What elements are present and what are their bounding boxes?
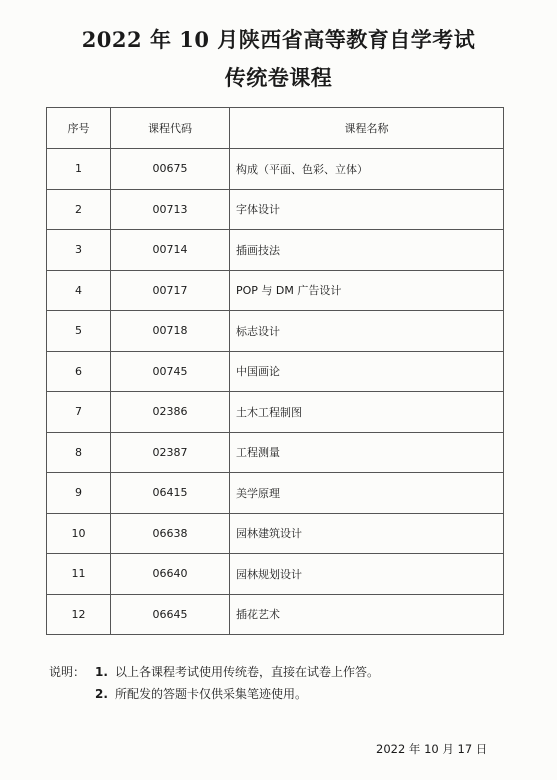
row-course-name: POP 与 DM 广告设计 xyxy=(230,270,504,311)
row-course-code: 06640 xyxy=(111,554,230,595)
header-course-name: 课程名称 xyxy=(230,108,504,149)
row-index: 3 xyxy=(47,230,111,271)
row-course-name: 构成（平面、色彩、立体） xyxy=(230,149,504,190)
row-index: 5 xyxy=(47,311,111,352)
row-course-name: 标志设计 xyxy=(230,311,504,352)
table-row xyxy=(47,594,504,635)
table-row xyxy=(47,351,504,392)
note-number: 1. xyxy=(95,665,108,679)
note-text: 所配发的答题卡仅供采集笔迹使用。 xyxy=(115,687,308,701)
issue-date: 2022 年 10 月 17 日 xyxy=(376,742,488,756)
row-course-code: 02387 xyxy=(111,432,230,473)
row-course-name: 字体设计 xyxy=(230,189,504,230)
note-number: 2. xyxy=(95,687,108,701)
row-course-code: 00745 xyxy=(111,351,230,392)
notes-label: 说明： xyxy=(49,665,86,679)
table-row xyxy=(47,432,504,473)
note-item xyxy=(49,683,379,705)
row-course-code: 00714 xyxy=(111,230,230,271)
header-index: 序号 xyxy=(47,108,111,149)
row-course-name: 插花艺术 xyxy=(230,594,504,635)
row-course-code: 06645 xyxy=(111,594,230,635)
row-index: 12 xyxy=(47,594,111,635)
row-course-code: 06638 xyxy=(111,513,230,554)
note-text: 以上各课程考试使用传统卷，直接在试卷上作答。 xyxy=(115,665,380,679)
row-index: 2 xyxy=(47,189,111,230)
table-row xyxy=(47,230,504,271)
row-index: 1 xyxy=(47,149,111,190)
row-index: 7 xyxy=(47,392,111,433)
note-item xyxy=(49,661,379,683)
page-title: 2022 年 10 月陕西省高等教育自学考试 xyxy=(81,27,476,52)
row-course-name: 园林规划设计 xyxy=(230,554,504,595)
table-row xyxy=(47,473,504,514)
table-row xyxy=(47,149,504,190)
notes xyxy=(49,661,379,705)
course-table xyxy=(46,107,504,635)
row-index: 6 xyxy=(47,351,111,392)
row-course-code: 00718 xyxy=(111,311,230,352)
page-subtitle: 传统卷课程 xyxy=(224,65,333,90)
row-course-name: 工程测量 xyxy=(230,432,504,473)
table-row xyxy=(47,270,504,311)
row-index: 9 xyxy=(47,473,111,514)
row-index: 10 xyxy=(47,513,111,554)
row-course-name: 土木工程制图 xyxy=(230,392,504,433)
row-course-code: 00713 xyxy=(111,189,230,230)
row-course-code: 00717 xyxy=(111,270,230,311)
row-course-code: 02386 xyxy=(111,392,230,433)
row-index: 4 xyxy=(47,270,111,311)
table-row xyxy=(47,311,504,352)
table-row xyxy=(47,513,504,554)
row-course-name: 园林建筑设计 xyxy=(230,513,504,554)
row-index: 8 xyxy=(47,432,111,473)
row-course-name: 中国画论 xyxy=(230,351,504,392)
table-row xyxy=(47,392,504,433)
row-course-name: 美学原理 xyxy=(230,473,504,514)
row-index: 11 xyxy=(47,554,111,595)
row-course-code: 00675 xyxy=(111,149,230,190)
row-course-name: 插画技法 xyxy=(230,230,504,271)
table-header-row xyxy=(47,108,504,149)
header-course-code: 课程代码 xyxy=(111,108,230,149)
table-row xyxy=(47,554,504,595)
table-row xyxy=(47,189,504,230)
row-course-code: 06415 xyxy=(111,473,230,514)
